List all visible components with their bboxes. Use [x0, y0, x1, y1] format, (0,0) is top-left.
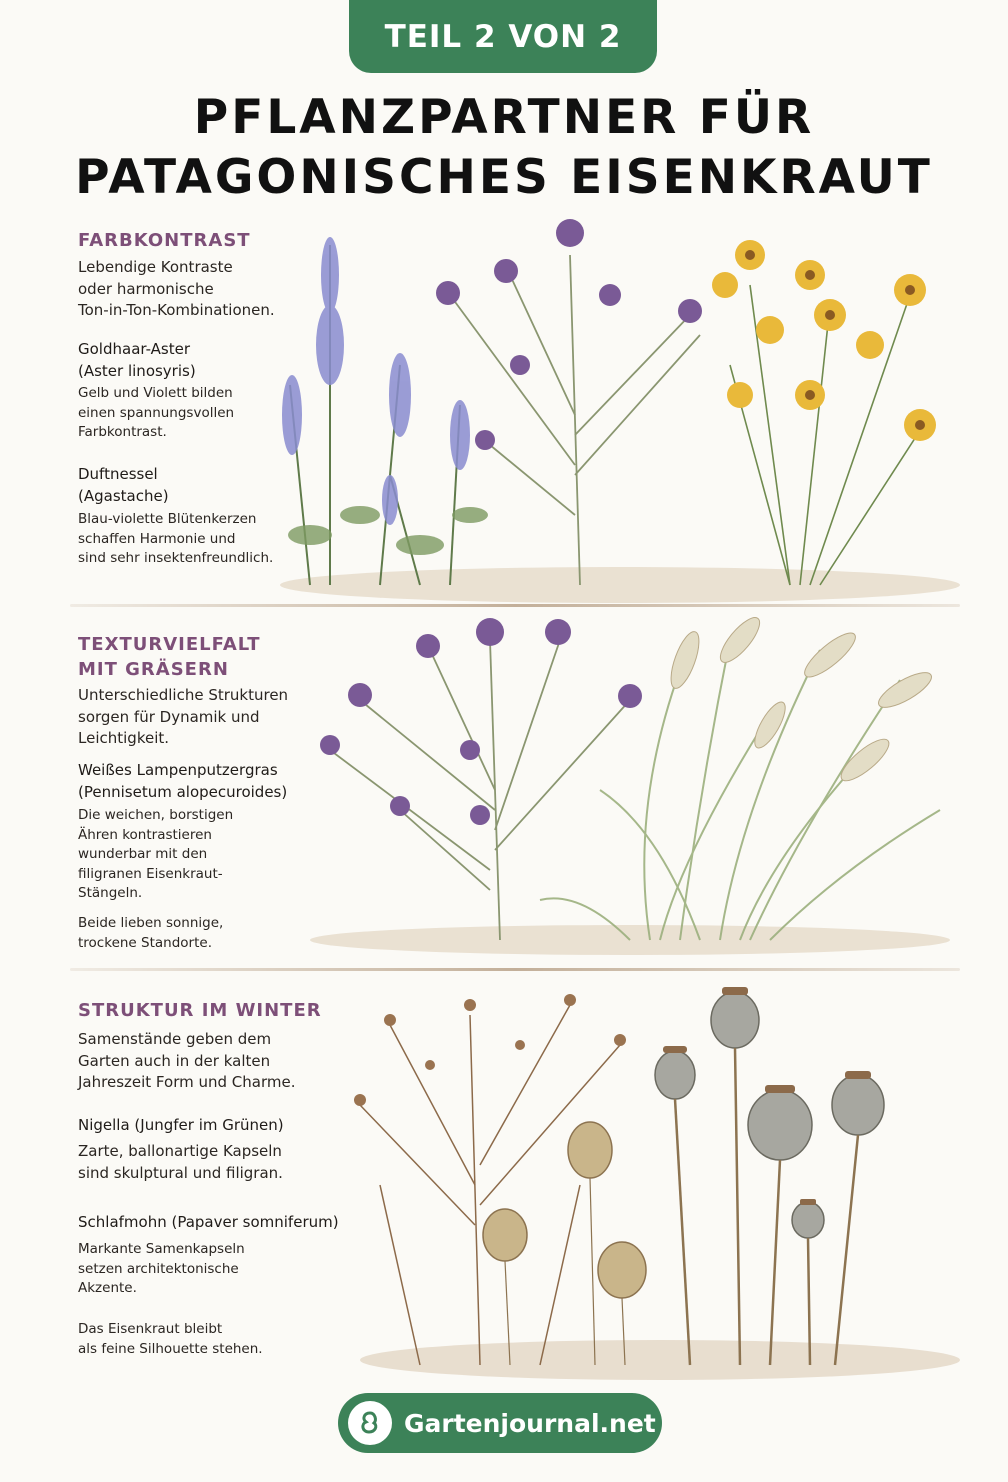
- verbena-illustration: [330, 640, 630, 940]
- section-heading-struktur-winter: STRUKTUR IM WINTER: [78, 1000, 322, 1021]
- dried-verbena-illustration: [360, 1005, 620, 1365]
- section-heading-farbkontrast: FARBKONTRAST: [78, 230, 251, 251]
- plant-name-duftnessel: Duftnessel (Agastache): [78, 465, 169, 505]
- plant-desc-goldhaar-aster: Gelb und Violett bilden einen spannungsvollen Farbkontrast.: [78, 385, 235, 440]
- plant-name-lampenputzergras: Weißes Lampenputzergras (Pennisetum alopecuroides): [78, 761, 288, 801]
- plant-desc-nigella: Zarte, ballonartige Kapseln sind skulptural und filigran.: [78, 1142, 283, 1182]
- grass-illustration: [540, 640, 940, 940]
- section-intro-texturvielfalt: Unterschiedliche Strukturen sorgen für Dynamik und Leichtigkeit.: [78, 686, 289, 747]
- plant-name-goldhaar-aster: Goldhaar-Aster (Aster linosyris): [78, 340, 196, 380]
- footer-label: Gartenjournal.net: [404, 1408, 656, 1438]
- plant-desc-duftnessel: Blau-violette Blütenkerzen schaffen Harmonie und sind sehr insektenfreundlich.: [78, 511, 274, 566]
- grass-plumes-icon: [665, 612, 936, 787]
- illustration-farbkontrast: [270, 215, 970, 605]
- part-badge: TEIL 2 VON 2: [349, 0, 657, 73]
- plant-desc-schlafmohn: Markante Samenkapseln setzen architektonische Akzente.: [78, 1241, 245, 1296]
- footer-brand[interactable]: [338, 1393, 662, 1453]
- page-title: [0, 88, 1008, 208]
- verbena-flowers-icon: [320, 618, 642, 825]
- plant-name-nigella: Nigella (Jungfer im Grünen): [78, 1116, 284, 1134]
- section-intro-struktur-winter: Samenstände geben dem Garten auch in der kalten Jahreszeit Form und Charme.: [78, 1030, 296, 1091]
- verbena-flowers-icon: [436, 219, 702, 450]
- note-texturvielfalt: Beide lieben sonnige, trockene Standorte.: [78, 915, 224, 951]
- gardener-logo-icon: [348, 1401, 392, 1445]
- agastache-flowers-icon: [282, 237, 470, 525]
- nigella-pods-icon: [483, 1122, 646, 1298]
- illustration-texturvielfalt: [300, 610, 960, 960]
- illustration-struktur-winter: [340, 985, 960, 1385]
- note-struktur-winter: Das Eisenkraut bleibt als feine Silhouette stehen.: [78, 1321, 263, 1357]
- plant-name-schlafmohn: Schlafmohn (Papaver somniferum): [78, 1213, 339, 1231]
- aster-flowers-icon: [712, 240, 936, 441]
- verbena-illustration: [450, 255, 700, 585]
- section-divider: [70, 604, 960, 607]
- plant-desc-lampenputzergras: Die weichen, borstigen Ähren kontrastieren wunderbar mit den filigranen Eisenkraut- Stängeln.: [78, 807, 234, 901]
- poppy-pods-icon: [655, 992, 884, 1238]
- section-divider: [70, 968, 960, 971]
- title-line-1: PFLANZPARTNER FÜR: [193, 90, 815, 145]
- section-heading-texturvielfalt: TEXTURVIELFALT MIT GRÄSERN: [78, 634, 261, 680]
- title-line-2: PATAGONISCHES EISENKRAUT: [75, 150, 933, 205]
- section-intro-farbkontrast: Lebendige Kontraste oder harmonische Ton-in-Ton-Kombinationen.: [78, 258, 275, 319]
